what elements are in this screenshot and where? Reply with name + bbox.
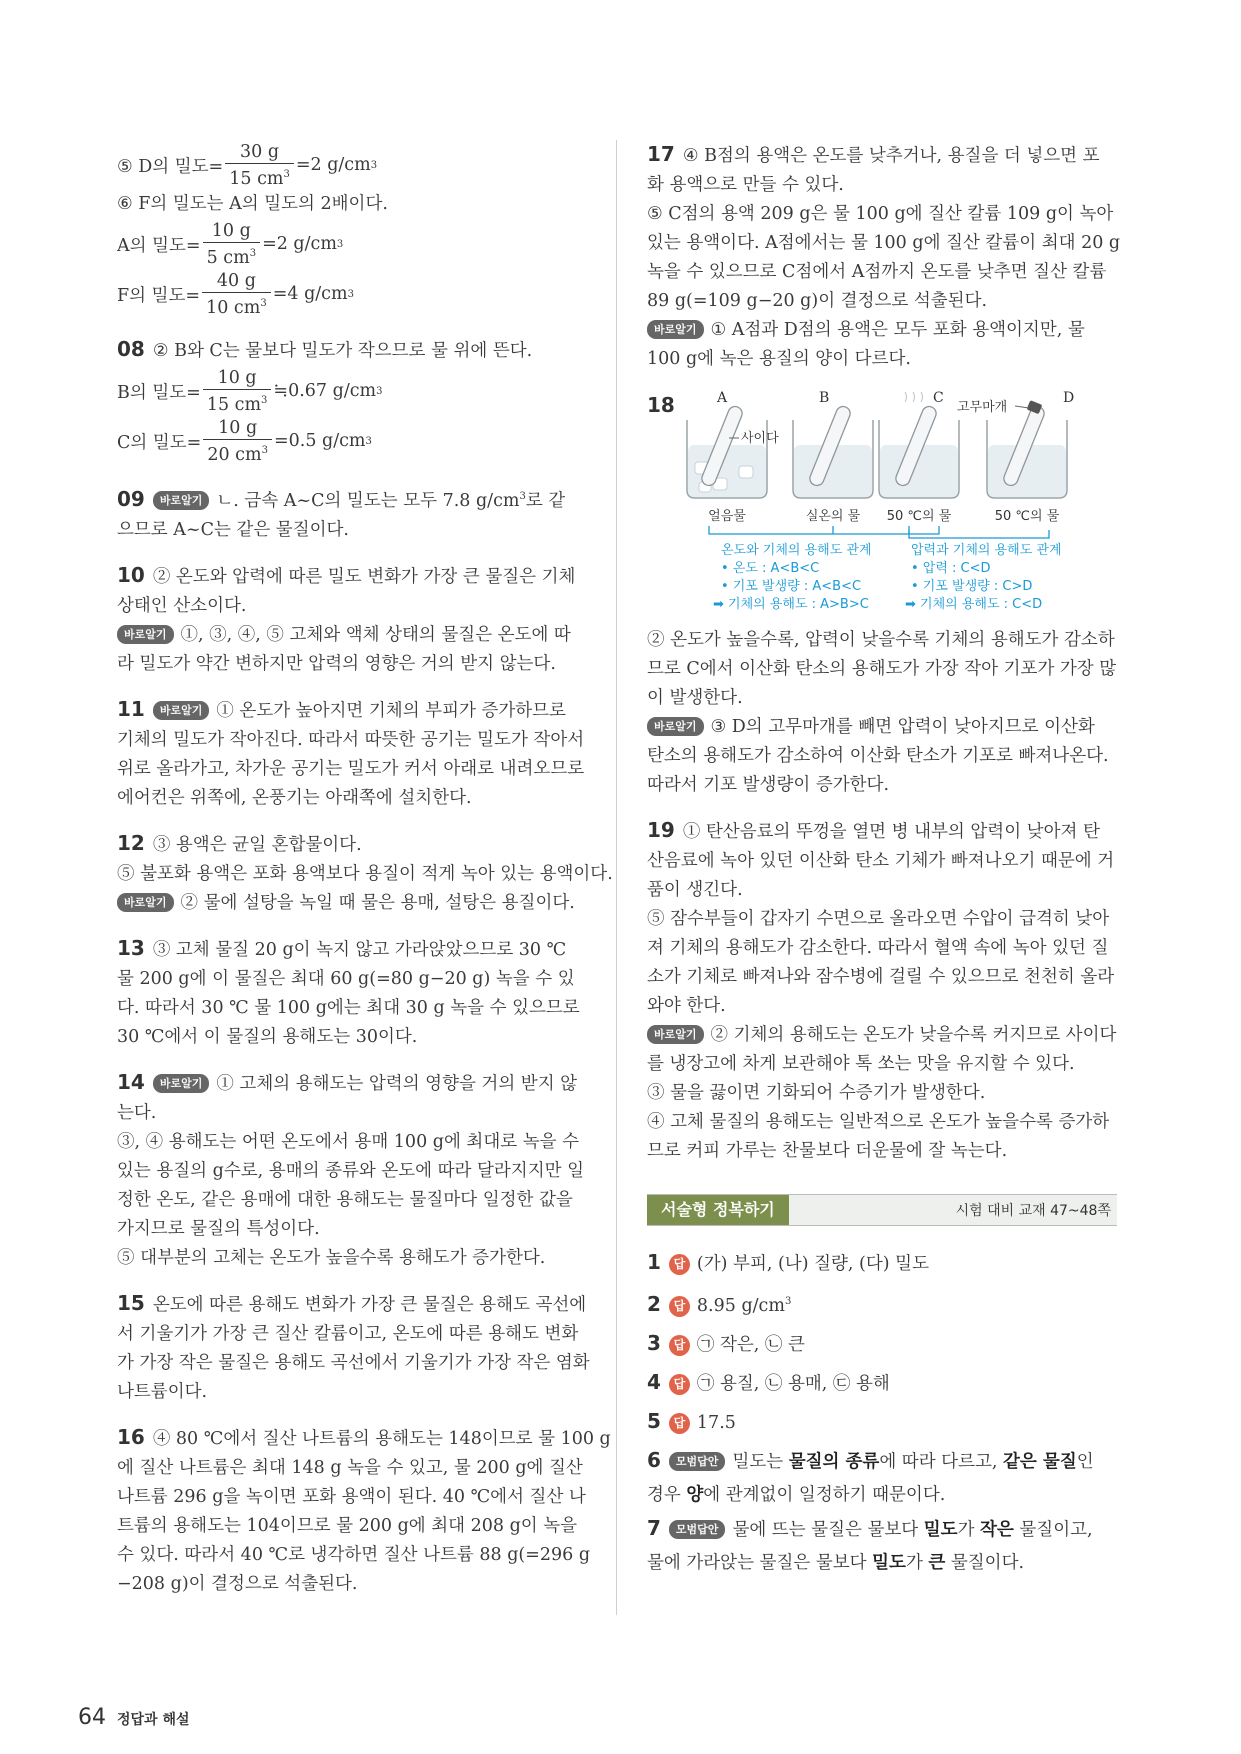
pressure-relation-bullet: • 압력 : C<D — [911, 561, 991, 576]
essay-answer-2: 2 답 8.95 $g/cm^3$ — [647, 1291, 792, 1316]
q16-answer: 16 ④ 80 ℃에서 질산 나트륨의 용해도는 148이므로 물 100 g 에 질산 나트륨은 최대 148 g 녹을 수 있고, 물 200 g에 질산 나트륨 296 g을 녹이면 포화 용액이 된다. 40 ℃에서 질산 나 트륨의 용해도는 104이므로 물 200 g에 최대 208 g이 녹을 수 있다. 따라서 40 ℃로 냉각하면 질산 나트륨 88 g(=296 g −208 g)이 결정으로 석출된다. — [117, 1424, 611, 1594]
answer-badge: 답 — [669, 1296, 690, 1317]
label-c: C — [933, 390, 944, 406]
question-number: 18 — [647, 393, 675, 417]
q09-answer: 09 바로알기 ㄴ. 금속 A~C의 밀도는 모두 7.8 $g/cm^3$로 같 으므로 A~C는 같은 물질이다. — [117, 486, 566, 540]
q08-answer: 08 ② B와 C는 물보다 밀도가 작으므로 물 위에 뜬다. B의 밀도= $\frac{10 g}{15 cm^3}$ ≒0.67 g/cm 3 C의 밀도= $\frac{10 g}{20 cm^3}$ =0.5 g/cm 3 — [117, 335, 587, 466]
formula-c-density: C의 밀도= $\frac{10 g}{20 cm^3}$ =0.5 g/cm 3 — [117, 417, 372, 465]
pressure-relation-title: 압력과 기체의 용해도 관계 — [911, 543, 1062, 558]
column-divider — [616, 140, 617, 1615]
answer-badge: 답 — [669, 1413, 690, 1434]
temperature-relation-bullet: • 온도 : A<B<C — [721, 561, 820, 576]
steam-icon — [905, 392, 923, 402]
question-number: 08 — [117, 337, 145, 361]
q15-answer: 15 온도에 따른 용해도 변화가 가장 큰 물질은 용해도 곡선에 서 기울기가 가장 큰 질산 칼륨이고, 온도에 따른 용해도 변화 가 가장 작은 물질은 용해도 곡선에서 기울기가 가장 작은 염화 나트륨이다. — [117, 1290, 590, 1402]
q07-answer — [117, 140, 587, 319]
model-answer-badge: 모범답안 — [669, 1452, 726, 1471]
essay-answer-6: 6 모범답안 밀도는 물질의 종류에 따라 다르고, 같은 물질인 — [647, 1447, 1094, 1472]
label-b: B — [819, 390, 830, 406]
question-number: 19 — [647, 818, 675, 842]
fraction: $\frac{10 g}{15 cm^3}$ — [203, 367, 272, 416]
q13-answer: 13 ③ 고체 물질 20 g이 녹지 않고 가라앉았으므로 30 ℃ 물 200 g에 이 물질은 최대 60 g(=80 g−20 g) 녹을 수 있 다. 따라서 30 ℃ 물 100 g에는 최대 30 g 녹을 수 있으므로 30 ℃에서 이 물질의 용해도는 30이다. — [117, 935, 580, 1047]
essay-section-header — [647, 1194, 1117, 1226]
essay-answer-1: 1 답 (가) 부피, (나) 질량, (다) 밀도 — [647, 1250, 929, 1274]
temperature-relation-conclusion: ➡ 기체의 용해도 : A>B>C — [713, 597, 869, 612]
formula-a-density: A의 밀도= $\frac{10 g}{5 cm^3}$ =2 g/cm 3 — [117, 220, 344, 268]
beaker-a-caption: 얼음물 — [708, 509, 746, 524]
q12-answer: 12 ③ 용액은 균일 혼합물이다. ⑤ 불포화 용액은 포화 용액보다 용질이 적게 녹아 있는 용액이다. 바로알기 ② 물에 설탕을 녹일 때 물은 용매, 설탕은 용질이다. — [117, 830, 613, 913]
formula-label: ⑤ D의 밀도= — [117, 156, 224, 177]
answer-badge: 답 — [669, 1335, 690, 1356]
q14-answer: 14 바로알기 ① 고체의 용해도는 압력의 영향을 거의 받지 않 는다. ③, ④ 용해도는 어떤 온도에서 용매 100 g에 최대로 녹을 수 있는 용질의 g수로, 용매의 종류와 온도에 따라 달라지지만 일 정한 온도, 같은 용매에 대한 용해도는 물질마다 일정한 값을 가지므로 물질의 특성이다. ⑤ 대부분의 고체는 온도가 높을수록 용해도가 증가한다. — [117, 1069, 584, 1268]
textbook-reference: 시험 대비 교재 47~48쪽 — [955, 1203, 1111, 1219]
q10-answer: 10 ② 온도와 압력에 따른 밀도 변화가 가장 큰 물질은 기체 상태인 산소이다. 바로알기 ①, ③, ④, ⑤ 고체와 액체 상태의 물질은 온도에 따 라 밀도가 약간 변하지만 압력의 영향은 거의 받지 않는다. — [117, 562, 576, 674]
check-badge: 바로알기 — [117, 625, 174, 644]
q17-answer: 17 ④ B점의 용액은 온도를 낮추거나, 용질을 더 넣으면 포 화 용액으로 만들 수 있다. ⑤ C점의 용액 209 g은 물 100 g에 질산 칼륨 109 g이 녹아 있는 용액이다. A점에서는 물 100 g에 질산 칼륨이 최대 20 g 녹을 수 있으므로 C점에서 A점까지 온도를 낮추면 질산 칼륨 89 g(=109 g−20 g)이 결정으로 석출된다. 바로알기 ① A점과 D점의 용액은 모두 포화 용액이지만, 물 100 g에 녹은 용질의 양이 다르다. — [647, 142, 1121, 369]
question-number: 14 — [117, 1069, 145, 1094]
label-a: A — [717, 390, 728, 406]
q18-answer: ② 온도가 높을수록, 압력이 낮을수록 기체의 용해도가 감소하 므로 C에서 이산화 탄소의 용해도가 가장 작아 기포가 가장 많 이 발생한다. 바로알기 ③ D의 고무마개를 빼면 압력이 낮아지므로 이산화 탄소의 용해도가 감소하여 이산화 탄소가 기포로 빠져나온다. 따라서 기포 발생량이 증가한다. — [647, 630, 1117, 795]
question-number: 13 — [117, 935, 145, 960]
question-number: 15 — [117, 1290, 145, 1315]
q19-answer: 19 ① 탄산음료의 뚜껑을 열면 병 내부의 압력이 낮아져 탄 산음료에 녹아 있던 이산화 탄소 기체가 빠져나오기 때문에 거 품이 생긴다. ⑤ 잠수부들이 갑자기 수면으로 올라오면 수압이 급격히 낮아 져 기체의 용해도가 감소한다. 따라서 혈액 속에 녹아 있던 질 소가 기체로 빠져나와 잠수병에 걸릴 수 있으므로 천천히 올라 와야 한다. 바로알기 ② 기체의 용해도는 온도가 낮을수록 커지므로 사이다 를 냉장고에 차게 보관해야 톡 쏘는 맛을 유지할 수 있다. ③ 물을 끓이면 기화되어 수증기가 발생한다. ④ 고체 물질의 용해도는 일반적으로 온도가 높을수록 증가하 므로 커피 가루는 찬물보다 더운물에 잘 녹는다. — [647, 818, 1117, 1161]
pressure-relation-bullet: • 기포 발생량 : C>D — [911, 579, 1033, 594]
formula-d-density: ⑤ D의 밀도= $\frac{30 g}{15 cm^3}$ =2 g/cm 3 — [117, 141, 378, 189]
question-number: 17 — [647, 142, 675, 166]
beaker-d-caption: 50 ℃의 물 — [994, 509, 1060, 524]
temperature-relation-bullet: • 기포 발생량 : A<B<C — [721, 579, 862, 594]
essay-answer-3: 3 답 ㉠ 작은, ㉡ 큰 — [647, 1330, 805, 1355]
check-badge: 바로알기 — [647, 320, 704, 339]
answer-badge: 답 — [669, 1374, 690, 1395]
page-number: 64 — [78, 1705, 106, 1730]
rubber-stopper-label: 고무마개 — [957, 400, 1008, 415]
beaker-b-caption: 실온의 물 — [805, 509, 861, 524]
temperature-relation-title: 온도와 기체의 용해도 관계 — [721, 543, 872, 558]
check-badge: 바로알기 — [153, 491, 210, 510]
essay-answer-4: 4 답 ㉠ 용질, ㉡ 용매, ㉢ 용해 — [647, 1369, 890, 1394]
essay-section-title: 서술형 정복하기 — [647, 1195, 789, 1225]
question-number: 16 — [117, 1424, 145, 1449]
check-badge: 바로알기 — [153, 701, 210, 720]
question-number: 12 — [117, 830, 145, 855]
question-number: 09 — [117, 486, 145, 511]
check-badge: 바로알기 — [153, 1074, 210, 1093]
label-d: D — [1063, 390, 1075, 406]
formula-result: =2 g/cm — [295, 155, 371, 175]
beaker-diagram — [647, 390, 1117, 618]
fraction: $\frac{10 g}{5 cm^3}$ — [203, 220, 260, 269]
formula-b-density: B의 밀도= $\frac{10 g}{15 cm^3}$ ≒0.67 g/cm 3 — [117, 367, 383, 415]
pressure-relation-conclusion: ➡ 기체의 용해도 : C<D — [905, 597, 1043, 612]
comparison-brackets — [709, 526, 1049, 538]
right-column — [647, 140, 1121, 1578]
q11-answer: 11 바로알기 ① 온도가 높아지면 기체의 부피가 증가하므로 기체의 밀도가 작아진다. 따라서 따뜻한 공기는 밀도가 작아서 위로 올라가고, 차가운 공기는 밀도가 커서 아래로 내려오므로 에어컨은 위쪽에, 온풍기는 아래쪽에 설치한다. — [117, 696, 585, 808]
gas-solubility-figure — [647, 390, 1117, 618]
left-column — [117, 140, 613, 1615]
fraction: $\frac{30 g}{15 cm^3}$ — [225, 141, 294, 190]
check-badge: 바로알기 — [117, 893, 174, 912]
answer-badge: 답 — [669, 1254, 690, 1275]
answer-line: ⑥ F의 밀도는 A의 밀도의 2배이다. — [117, 194, 388, 214]
check-badge: 바로알기 — [647, 1025, 704, 1044]
essay-answer-5: 5 답 17.5 — [647, 1408, 736, 1433]
cider-label: 사이다 — [741, 431, 779, 446]
question-number: 10 — [117, 562, 145, 587]
check-badge: 바로알기 — [647, 717, 704, 736]
formula-f-density: F의 밀도= $\frac{40 g}{10 cm^3}$ =4 g/cm 3 — [117, 270, 354, 318]
essay-answer-7: 7 모범답안 물에 뜨는 물질은 물보다 밀도가 작은 물질이고, — [647, 1515, 1093, 1540]
page-footer-label: 정답과 해설 — [117, 1712, 190, 1728]
beaker-c-caption: 50 ℃의 물 — [886, 509, 952, 524]
essay-answers: 1 답 (가) 부피, (나) 질량, (다) 밀도 2 답 8.95 $g/cm^3$ 3 답 ㉠ 작은, ㉡ 큰 4 답 ㉠ 용질, ㉡ 용매, ㉢ 용해 5 답 17.5 6 모범답안 밀도는 물질의 종류에 따라 다르고, 같은 물질인 경우 양에 관계없이 일정하기 때문이다. 7 모범답안 물에 뜨는 물질은 물보다 밀도가 작은 물질이고, 물에 가라앉는 물질은 물보다 밀도가 큰 물질이다. — [647, 1244, 1117, 1578]
fraction: $\frac{10 g}{20 cm^3}$ — [203, 417, 272, 466]
fraction: $\frac{40 g}{10 cm^3}$ — [202, 270, 271, 319]
model-answer-badge: 모범답안 — [669, 1520, 726, 1539]
question-number: 11 — [117, 696, 145, 721]
